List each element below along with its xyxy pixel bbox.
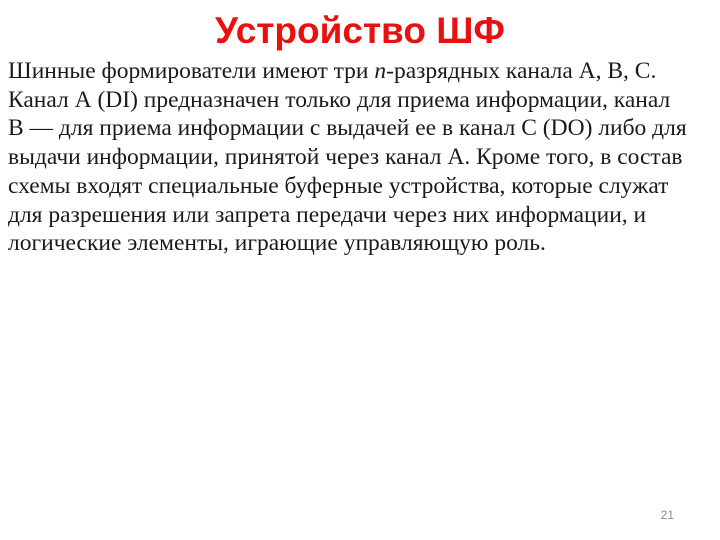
page-number: 21 bbox=[660, 508, 674, 522]
body-line: выдачи информации, принятой через канал А. Кроме того, в состав bbox=[8, 144, 683, 171]
body-line: B — для приема информации с выдачей ее в канал С (DO) либо для bbox=[8, 115, 687, 142]
slide-title: Устройство ШФ bbox=[215, 10, 505, 51]
body-line bbox=[8, 57, 698, 86]
body-line: для разрешения или запрета передачи через них информации, и bbox=[8, 201, 647, 228]
body-line: схемы входят специальные буферные устройства, которые служат bbox=[8, 172, 669, 199]
slide-body-text bbox=[8, 57, 698, 258]
body-line: логические элементы, играющие управляющую роль. bbox=[8, 230, 546, 257]
body-line-segment: Шинные формирователи имеют три bbox=[8, 58, 375, 84]
body-line: Канал А (DI) предназначен только для приема информации, канал bbox=[8, 86, 671, 113]
body-line-italic-variable: n bbox=[374, 58, 387, 84]
body-line-segment: -разрядных канала A, B, C. bbox=[386, 58, 657, 84]
